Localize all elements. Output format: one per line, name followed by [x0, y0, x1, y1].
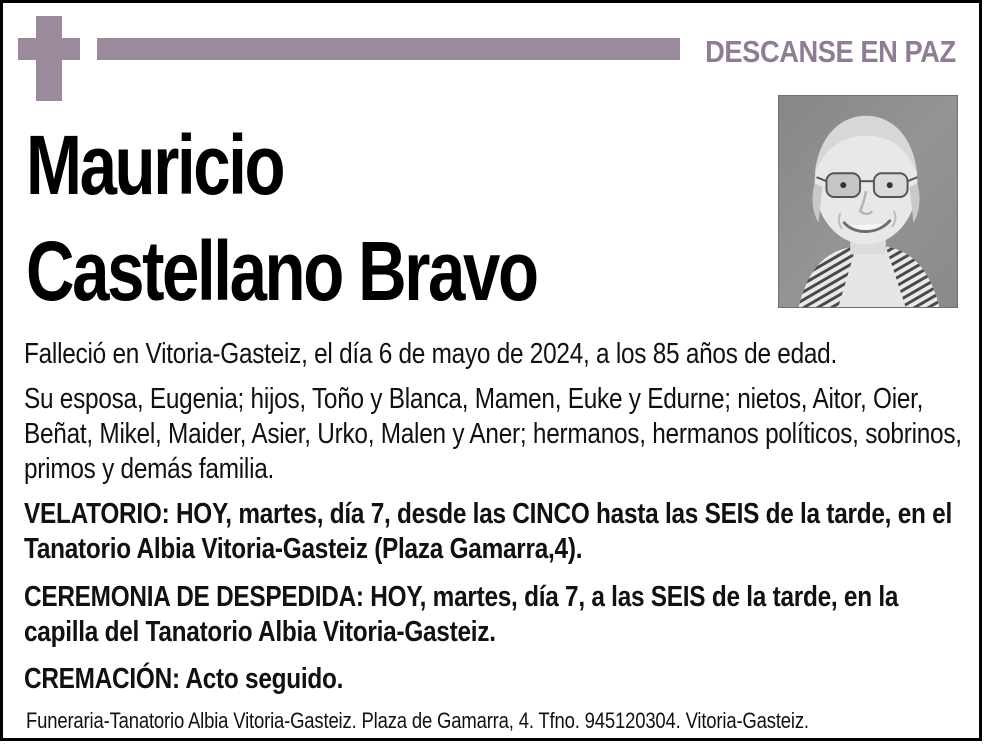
notice-body — [24, 337, 963, 697]
funeral-home-info: Funeraria-Tanatorio Albia Vitoria-Gasteiz. Plaza de Gamarra, 4. Tfno. 945120304. Vitoria-Gasteiz. — [26, 708, 809, 733]
deceased-name — [26, 112, 537, 324]
deceased-photo-illustration — [779, 96, 957, 307]
deceased-first-name: Mauricio — [26, 118, 284, 212]
ceremonia-line: CEREMONIA DE DESPEDIDA: HOY, martes, día 7, a las SEIS de la tarde, en la capilla del Tanatorio Albia Vitoria-Gasteiz. — [24, 581, 899, 648]
family-line: Su esposa, Eugenia; hijos, Toño y Blanca, Mamen, Euke y Edurne; nietos, Aitor, Oier, Beñat, Mikel, Maider, Asier, Urko, Malen y Aner; hermanos, hermanos políticos, sobrinos, primos y demás familia. — [24, 383, 962, 485]
footer — [26, 707, 967, 735]
velatorio-line: VELATORIO: HOY, martes, día 7, desde las CINCO hasta las SEIS de la tarde, en el Tanatorio Albia Vitoria-Gasteiz (Plaza Gamarra,4). — [24, 498, 952, 565]
rip-heading: DESCANSE EN PAZ — [705, 34, 956, 69]
deceased-photo — [778, 95, 958, 308]
deceased-last-name: Castellano Bravo — [26, 224, 537, 318]
cremacion-line: CREMACIÓN: Acto seguido. — [24, 663, 344, 695]
death-notice-line: Falleció en Vitoria-Gasteiz, el día 6 de mayo de 2024, a los 85 años de edad. — [24, 338, 837, 370]
cross-horizontal-bar — [18, 38, 80, 60]
header-divider-bar — [97, 38, 680, 60]
